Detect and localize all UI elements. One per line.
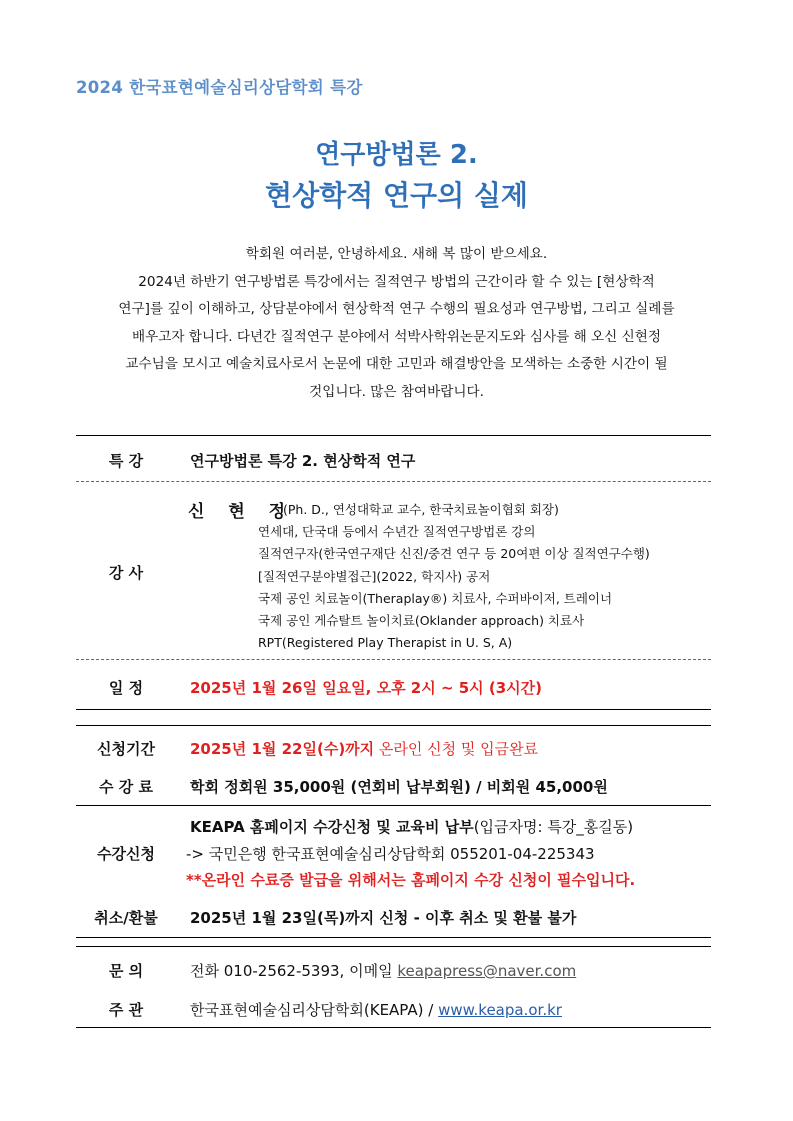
registration-line-3: **온라인 수료증 발급을 위해서는 홈페이지 수강 신청이 필수입니다. <box>186 871 636 889</box>
title-line-1: 연구방법론 2. <box>315 140 478 170</box>
table-bottom-rule <box>76 937 711 938</box>
row-divider <box>76 659 711 660</box>
registration-line-1 <box>190 816 633 837</box>
refund-value: 2025년 1월 23일(목)까지 신청 - 이후 취소 및 환불 불가 <box>190 909 577 927</box>
table-bottom-rule <box>76 1027 711 1028</box>
intro-line: 학회원 여러분, 안녕하세요. 새해 복 많이 받으세요. <box>245 246 548 262</box>
career-item: 국제 공인 게슈탈트 놀이치료(Oklander approach) 치료사 <box>258 613 585 629</box>
registration-method: KEAPA 홈페이지 수강신청 및 교육비 납부 <box>190 818 474 836</box>
table-top-rule <box>76 946 711 947</box>
lecturer-label: 강 사 <box>108 564 144 582</box>
career-item: 질적연구자(한국연구재단 신진/중견 연구 등 20여편 이상 질적연구수행) <box>258 546 650 562</box>
lecture-value: 연구방법론 특강 2. 현상학적 연구 <box>190 452 416 470</box>
intro-line: 것입니다. 많은 참여바랍니다. <box>309 383 484 400</box>
fee-label: 수 강 료 <box>99 778 153 796</box>
lecturer-name: 신 현 정 <box>188 502 295 522</box>
application-deadline: 2025년 1월 22일(수)까지 <box>190 740 375 758</box>
lecturer-affiliation: (Ph. D., 연성대학교 교수, 한국치료놀이협회 회장) <box>283 502 559 517</box>
lecturer-career-list <box>258 521 650 655</box>
registration-label: 수강신청 <box>97 845 155 863</box>
org-header: 2024 한국표현예술심리상담학회 특강 <box>76 78 363 97</box>
row-divider <box>76 481 711 482</box>
website-link[interactable]: www.keapa.or.kr <box>438 1001 562 1019</box>
intro-line: 2024년 하반기 연구방법론 특강에서는 질적연구 방법의 근간이라 할 수 있는 [현상학적 <box>138 273 655 290</box>
host-value <box>190 999 562 1020</box>
schedule-value: 2025년 1월 26일 일요일, 오후 2시 ~ 5시 (3시간) <box>190 679 543 697</box>
table-top-rule <box>76 725 711 726</box>
career-item: [질적연구분야별접근](2022, 학지사) 공저 <box>258 568 491 584</box>
intro-line: 배우고자 합니다. 다년간 질적연구 분야에서 석박사학위논문지도와 심사를 해 오신 신현정 <box>131 328 662 345</box>
table-bottom-rule <box>76 709 711 710</box>
inquiry-phone: 전화 010-2562-5393, 이메일 <box>190 962 398 980</box>
intro-line: 연구]를 깊이 이해하고, 상담분야에서 현상학적 연구 수행의 필요성과 연구방법, 그리고 실례를 <box>118 301 675 317</box>
intro-paragraph <box>76 241 717 406</box>
intro-line: 교수님을 모시고 예술치료사로서 논문에 대한 고민과 해결방안을 모색하는 소중한 시간이 될 <box>125 356 668 372</box>
schedule-label: 일 정 <box>108 679 144 697</box>
host-label: 주 관 <box>108 1001 144 1019</box>
application-period-label: 신청기간 <box>97 740 155 758</box>
registration-line-2: -> 국민은행 한국표현예술심리상담학회 055201-04-225343 <box>186 845 595 863</box>
row-divider <box>76 805 711 806</box>
application-period-value <box>190 738 538 759</box>
table-top-rule <box>76 435 711 436</box>
refund-label: 취소/환불 <box>94 909 158 927</box>
career-item: 연세대, 단국대 등에서 수년간 질적연구방법론 강의 <box>258 524 536 539</box>
application-note: 온라인 신청 및 입금완료 <box>374 740 539 758</box>
fee-value: 학회 정회원 35,000원 (연회비 납부회원) / 비회원 45,000원 <box>190 778 608 796</box>
career-item: 국제 공인 치료놀이(Theraplay®) 치료사, 수퍼바이저, 트레이너 <box>258 590 613 606</box>
title-line-2: 현상학적 연구의 실제 <box>265 179 528 212</box>
inquiry-label: 문 의 <box>108 962 144 980</box>
host-org: 한국표현예술심리상담학회(KEAPA) / <box>190 1001 439 1019</box>
registration-depositor-note: (입금자명: 특강_홍길동) <box>473 818 634 836</box>
lecture-label: 특 강 <box>108 452 144 470</box>
inquiry-value <box>190 960 576 981</box>
career-item: RPT(Registered Play Therapist in U. S, A) <box>258 635 513 651</box>
email-link[interactable]: keapapress@naver.com <box>397 962 577 980</box>
